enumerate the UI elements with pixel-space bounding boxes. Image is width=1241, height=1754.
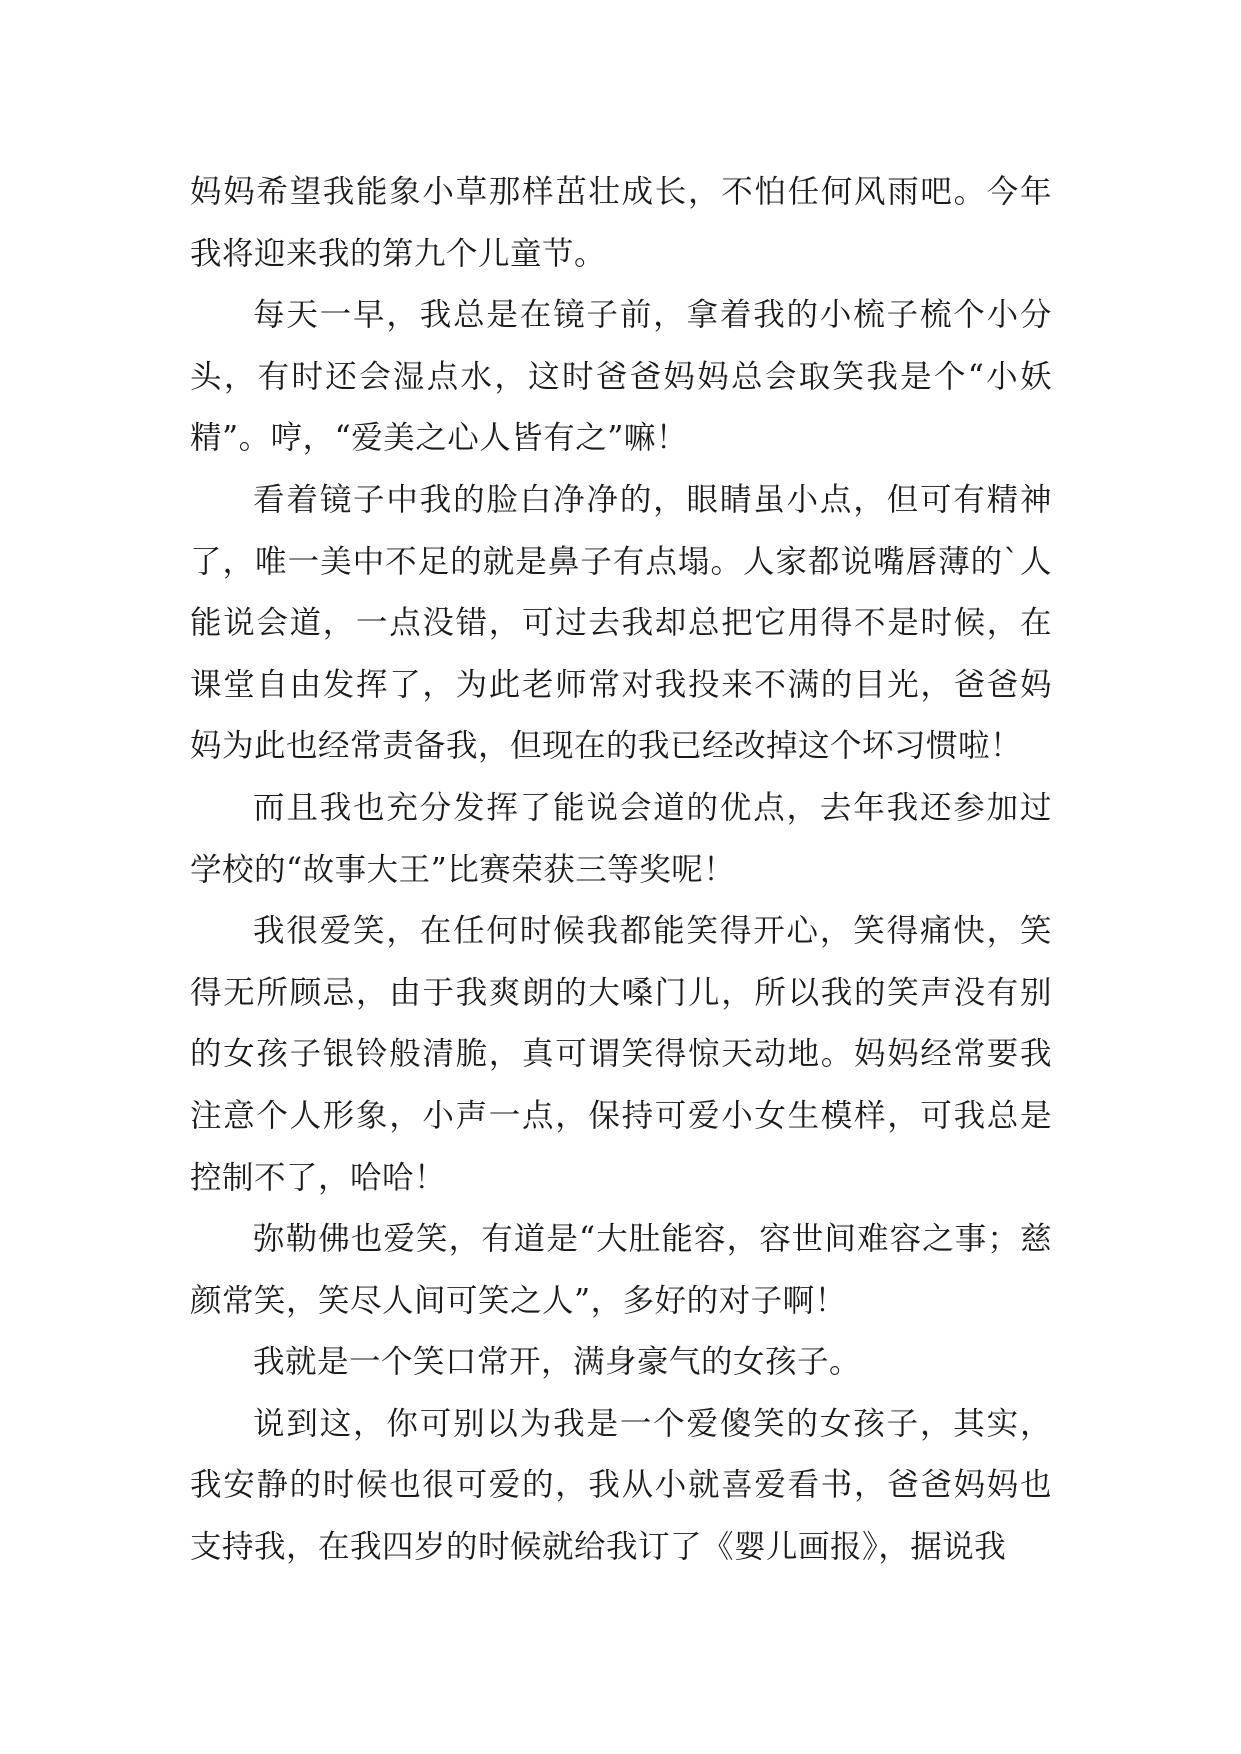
paragraph-1: 妈妈希望我能象小草那样茁壮成长，不怕任何风雨吧。今年我将迎来我的第九个儿童节。 (190, 174, 1052, 272)
paragraph-4: 而且我也充分发挥了能说会道的优点，去年我还参加过学校的“故事大王”比赛荣获三等奖呢！ (190, 789, 1052, 888)
paragraph-7: 我就是一个笑口常开，满身豪气的女孩子。 (253, 1344, 862, 1381)
paragraph-2: 每天一早，我总是在镜子前，拿着我的小梳子梳个小分头，有时还会湿点水，这时爸爸妈妈总会取笑我是个“小妖精”。哼，“爱美之心人皆有之”嘛！ (190, 297, 1052, 457)
body-text (190, 162, 1052, 1579)
paragraph-8: 说到这，你可别以为我是一个爱傻笑的女孩子，其实，我安静的时候也很可爱的，我从小就喜爱看书，爸爸妈妈也支持我，在我四岁的时候就给我订了《婴儿画报》，据说我 (190, 1405, 1052, 1566)
paragraph-6: 弥勒佛也爱笑，有道是“大肚能容，容世间难容之事；慈颜常笑，笑尽人间可笑之人”，多好的对子啊！ (190, 1221, 1052, 1319)
paragraph-3: 看着镜子中我的脸白净净的，眼睛虽小点，但可有精神了，唯一美中不足的就是鼻子有点塌。人家都说嘴唇薄的`人能说会道，一点没错，可过去我却总把它用得不是时候，在课堂自由发挥了，为此老师常对我投来不满的目光，爸爸妈妈为此也经常责备我，但现在的我已经改掉这个坏习惯啦！ (190, 481, 1052, 765)
paragraph-5: 我很爱笑，在任何时候我都能笑得开心，笑得痛快，笑得无所顾忌，由于我爽朗的大嗓门儿，所以我的笑声没有别的女孩子银铃般清脆，真可谓笑得惊天动地。妈妈经常要我注意个人形象，小声一点，保持可爱小女生模样，可我总是控制不了，哈哈！ (190, 913, 1052, 1196)
